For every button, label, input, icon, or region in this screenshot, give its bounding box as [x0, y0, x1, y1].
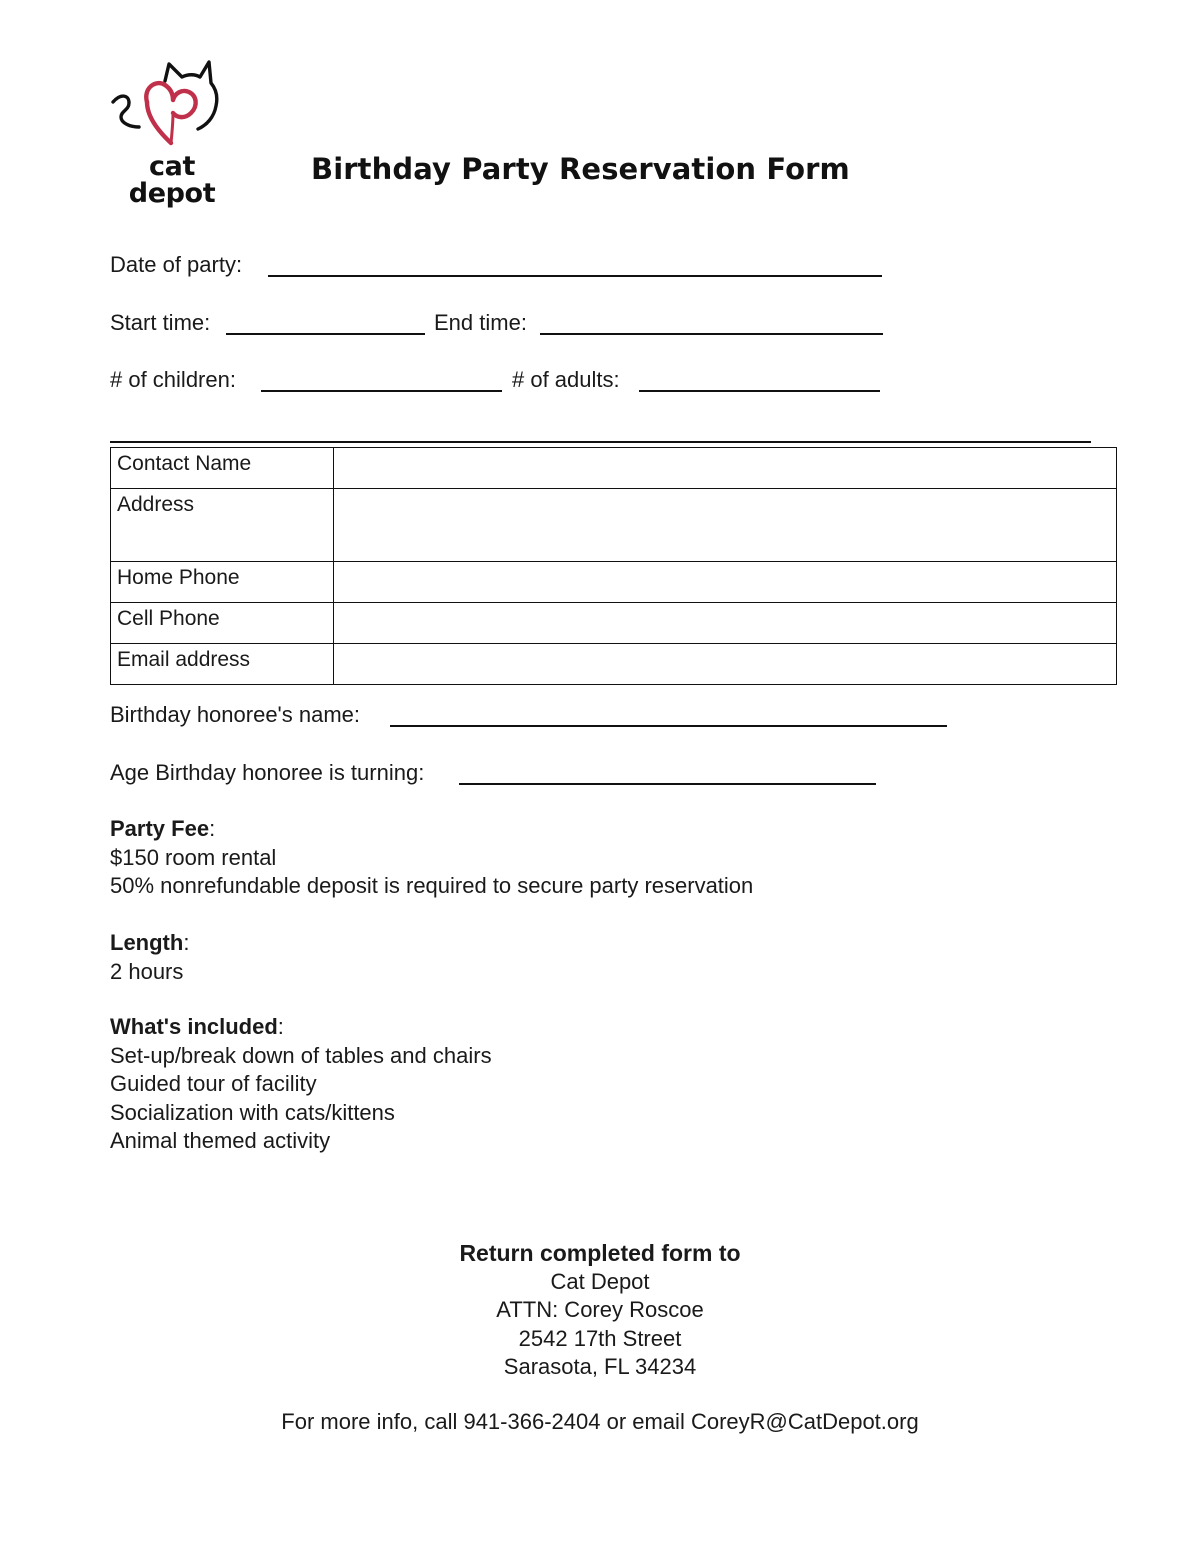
contact-name-field[interactable] [334, 448, 1117, 489]
whats-included-line: Guided tour of facility [110, 1071, 317, 1096]
party-fee-heading-text: Party Fee [110, 816, 210, 841]
page-title: Birthday Party Reservation Form [311, 152, 850, 186]
children-count-input[interactable] [261, 390, 502, 392]
end-time-input[interactable] [540, 333, 883, 335]
whats-included-heading-text: What's included [110, 1014, 278, 1039]
length-heading-colon: : [183, 930, 190, 955]
home-phone-label: Home Phone [111, 562, 334, 603]
length-heading-text: Length [110, 930, 184, 955]
date-of-party-label: Date of party: [110, 252, 243, 277]
party-fee-section [110, 815, 753, 901]
address-field[interactable] [334, 489, 1117, 562]
return-address-line: ATTN: Corey Roscoe [496, 1297, 704, 1322]
adults-count-label: # of adults: [512, 367, 620, 392]
table-row [111, 603, 1117, 644]
length-line: 2 hours [110, 958, 184, 984]
whats-included-section [110, 1013, 492, 1156]
party-fee-heading [110, 815, 753, 844]
email-address-label: Email address [111, 644, 334, 685]
more-info-line: For more info, call 941-366-2404 or email CoreyR@CatDepot.org [281, 1409, 919, 1434]
table-row [111, 448, 1117, 489]
adults-count-input[interactable] [639, 390, 880, 392]
document-header [0, 0, 1200, 215]
cat-heart-logo-icon [103, 55, 238, 155]
date-of-party-input[interactable] [268, 275, 882, 277]
party-fee-heading-colon: : [209, 816, 216, 841]
end-time-label: End time: [434, 310, 527, 335]
return-address-line: Cat Depot [550, 1268, 650, 1294]
whats-included-heading-colon: : [277, 1014, 284, 1039]
return-address-heading: Return completed form to [459, 1240, 741, 1266]
table-top-border [110, 441, 1091, 443]
whats-included-line: Set-up/break down of tables and chairs [110, 1042, 492, 1068]
contact-info-table [110, 447, 1117, 685]
party-fee-line: $150 room rental [110, 844, 277, 870]
table-row [111, 489, 1117, 562]
honoree-name-label: Birthday honoree's name: [110, 702, 361, 727]
cell-phone-label: Cell Phone [111, 603, 334, 644]
children-count-label: # of children: [110, 367, 236, 392]
address-label: Address [111, 489, 334, 562]
return-address-line: Sarasota, FL 34234 [503, 1354, 697, 1379]
length-section [110, 929, 189, 986]
party-fee-line: 50% nonrefundable deposit is required to secure party reservation [110, 873, 754, 898]
return-address-line: 2542 17th Street [518, 1325, 682, 1351]
home-phone-field[interactable] [334, 562, 1117, 603]
cell-phone-field[interactable] [334, 603, 1117, 644]
honoree-age-label: Age Birthday honoree is turning: [110, 760, 425, 785]
start-time-label: Start time: [110, 310, 211, 335]
whats-included-heading [110, 1013, 492, 1042]
honoree-name-input[interactable] [390, 725, 947, 727]
cat-depot-wordmark: cat depot [128, 151, 216, 209]
table-row [111, 644, 1117, 685]
whats-included-line: Animal themed activity [110, 1128, 331, 1153]
whats-included-line: Socialization with cats/kittens [110, 1099, 395, 1125]
email-address-field[interactable] [334, 644, 1117, 685]
start-time-input[interactable] [226, 333, 425, 335]
table-row [111, 562, 1117, 603]
return-address-block [0, 1239, 1200, 1382]
cat-depot-logo [103, 55, 238, 209]
contact-name-label: Contact Name [111, 448, 334, 489]
honoree-age-input[interactable] [459, 783, 876, 785]
length-heading [110, 929, 189, 958]
